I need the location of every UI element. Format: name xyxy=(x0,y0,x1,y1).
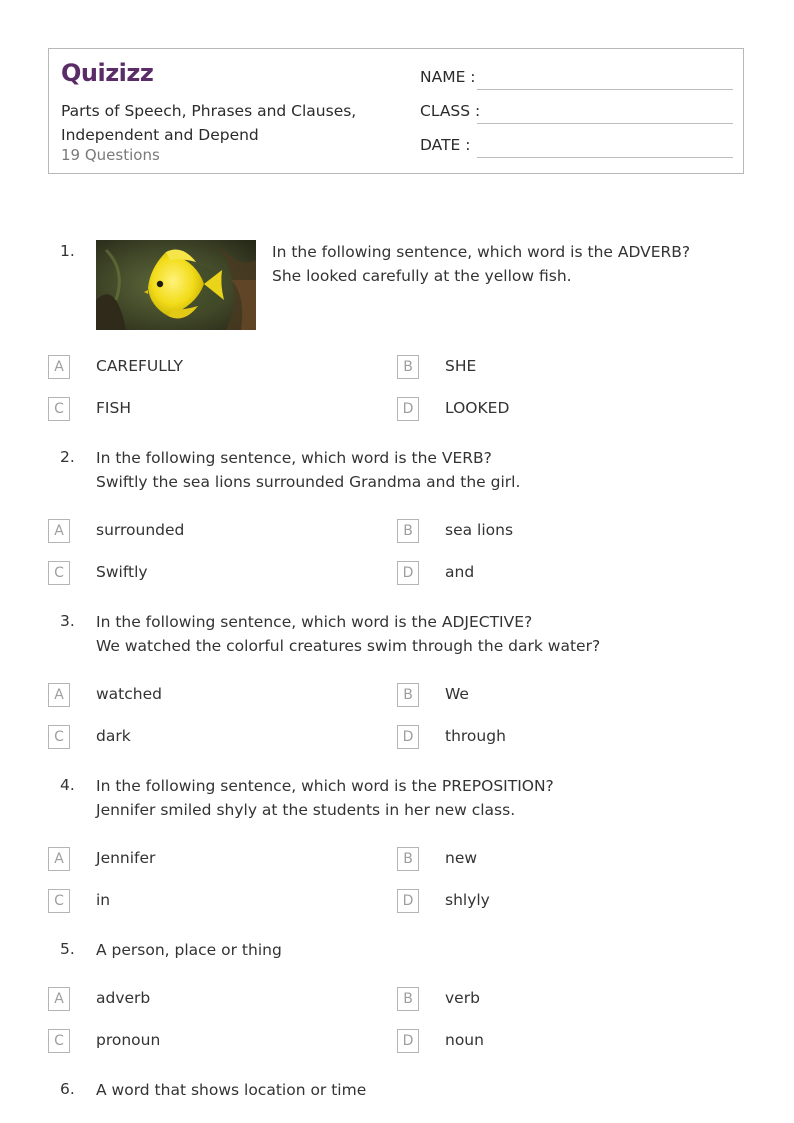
q1-option-b-text[interactable]: SHE xyxy=(445,357,477,375)
q3-option-d-text[interactable]: through xyxy=(445,727,506,745)
worksheet-title-line-2: Independent and Depend xyxy=(61,126,259,144)
q2-option-c-text[interactable]: Swiftly xyxy=(96,563,148,581)
question-6-number: 6. xyxy=(60,1080,75,1098)
q3-option-b-letter[interactable]: B xyxy=(397,683,419,707)
question-1-line-2: She looked carefully at the yellow fish. xyxy=(272,267,572,285)
q5-option-d-text[interactable]: noun xyxy=(445,1031,484,1049)
question-5-line-1: A person, place or thing xyxy=(96,941,282,959)
q2-option-b-letter[interactable]: B xyxy=(397,519,419,543)
question-3-text xyxy=(96,610,600,658)
q1-option-a-letter[interactable]: A xyxy=(48,355,70,379)
q5-option-d-letter[interactable]: D xyxy=(397,1029,419,1053)
class-field[interactable] xyxy=(420,100,733,124)
q5-option-c-text[interactable]: pronoun xyxy=(96,1031,161,1049)
question-3-line-1: In the following sentence, which word is the ADJECTIVE? xyxy=(96,613,533,631)
question-4-line-2: Jennifer smiled shyly at the students in her new class. xyxy=(96,801,516,819)
q4-option-b-text[interactable]: new xyxy=(445,849,478,867)
q5-option-b-letter[interactable]: B xyxy=(397,987,419,1011)
worksheet-header xyxy=(48,48,744,174)
class-line[interactable] xyxy=(477,123,733,124)
question-2-text xyxy=(96,446,520,494)
yellow-fish-image xyxy=(96,240,256,330)
q2-option-b-text[interactable]: sea lions xyxy=(445,521,514,539)
q5-option-c-letter[interactable]: C xyxy=(48,1029,70,1053)
question-6-line-1: A word that shows location or time xyxy=(96,1081,367,1099)
question-2-line-2: Swiftly the sea lions surrounded Grandma and the girl. xyxy=(96,473,521,491)
q4-option-b-letter[interactable]: B xyxy=(397,847,419,871)
question-5-text xyxy=(96,938,282,962)
date-line[interactable] xyxy=(477,157,733,158)
q3-option-a-text[interactable]: watched xyxy=(96,685,162,703)
class-label: CLASS : xyxy=(420,102,481,120)
date-label: DATE : xyxy=(420,136,471,154)
q1-option-b-letter[interactable]: B xyxy=(397,355,419,379)
q4-option-a-letter[interactable]: A xyxy=(48,847,70,871)
worksheet-title-line-1: Parts of Speech, Phrases and Clauses, xyxy=(61,102,357,120)
q2-option-a-letter[interactable]: A xyxy=(48,519,70,543)
q5-option-b-text[interactable]: verb xyxy=(445,989,480,1007)
q2-option-d-text[interactable]: and xyxy=(445,563,475,581)
q1-option-d-letter[interactable]: D xyxy=(397,397,419,421)
q3-option-c-text[interactable]: dark xyxy=(96,727,131,745)
q3-option-c-letter[interactable]: C xyxy=(48,725,70,749)
quizizz-logo: Quizizz xyxy=(61,59,154,87)
q4-option-c-letter[interactable]: C xyxy=(48,889,70,913)
q4-option-a-text[interactable]: Jennifer xyxy=(96,849,156,867)
question-5-number: 5. xyxy=(60,940,75,958)
question-3-line-2: We watched the colorful creatures swim through the dark water? xyxy=(96,637,601,655)
question-1-line-1: In the following sentence, which word is the ADVERB? xyxy=(272,243,691,261)
q2-option-a-text[interactable]: surrounded xyxy=(96,521,185,539)
worksheet-title xyxy=(61,99,391,147)
q3-option-d-letter[interactable]: D xyxy=(397,725,419,749)
q5-option-a-text[interactable]: adverb xyxy=(96,989,151,1007)
question-1-text xyxy=(272,240,690,288)
question-2-number: 2. xyxy=(60,448,75,466)
q4-option-c-text[interactable]: in xyxy=(96,891,111,909)
question-6-text xyxy=(96,1078,366,1102)
date-field[interactable] xyxy=(420,134,733,158)
question-4-line-1: In the following sentence, which word is the PREPOSITION? xyxy=(96,777,554,795)
q3-option-a-letter[interactable]: A xyxy=(48,683,70,707)
question-3-number: 3. xyxy=(60,612,75,630)
q2-option-d-letter[interactable]: D xyxy=(397,561,419,585)
q4-option-d-letter[interactable]: D xyxy=(397,889,419,913)
name-line[interactable] xyxy=(477,89,733,90)
question-1-number: 1. xyxy=(60,242,75,260)
q1-option-c-text[interactable]: FISH xyxy=(96,399,131,417)
question-4-text xyxy=(96,774,554,822)
name-field[interactable] xyxy=(420,66,733,90)
q1-option-c-letter[interactable]: C xyxy=(48,397,70,421)
q2-option-c-letter[interactable]: C xyxy=(48,561,70,585)
question-4-number: 4. xyxy=(60,776,75,794)
q4-option-d-text[interactable]: shlyly xyxy=(445,891,490,909)
q1-option-a-text[interactable]: CAREFULLY xyxy=(96,357,183,375)
q3-option-b-text[interactable]: We xyxy=(445,685,469,703)
question-2-line-1: In the following sentence, which word is the VERB? xyxy=(96,449,492,467)
name-label: NAME : xyxy=(420,68,476,86)
q1-option-d-text[interactable]: LOOKED xyxy=(445,399,510,417)
question-count: 19 Questions xyxy=(61,146,160,164)
q5-option-a-letter[interactable]: A xyxy=(48,987,70,1011)
